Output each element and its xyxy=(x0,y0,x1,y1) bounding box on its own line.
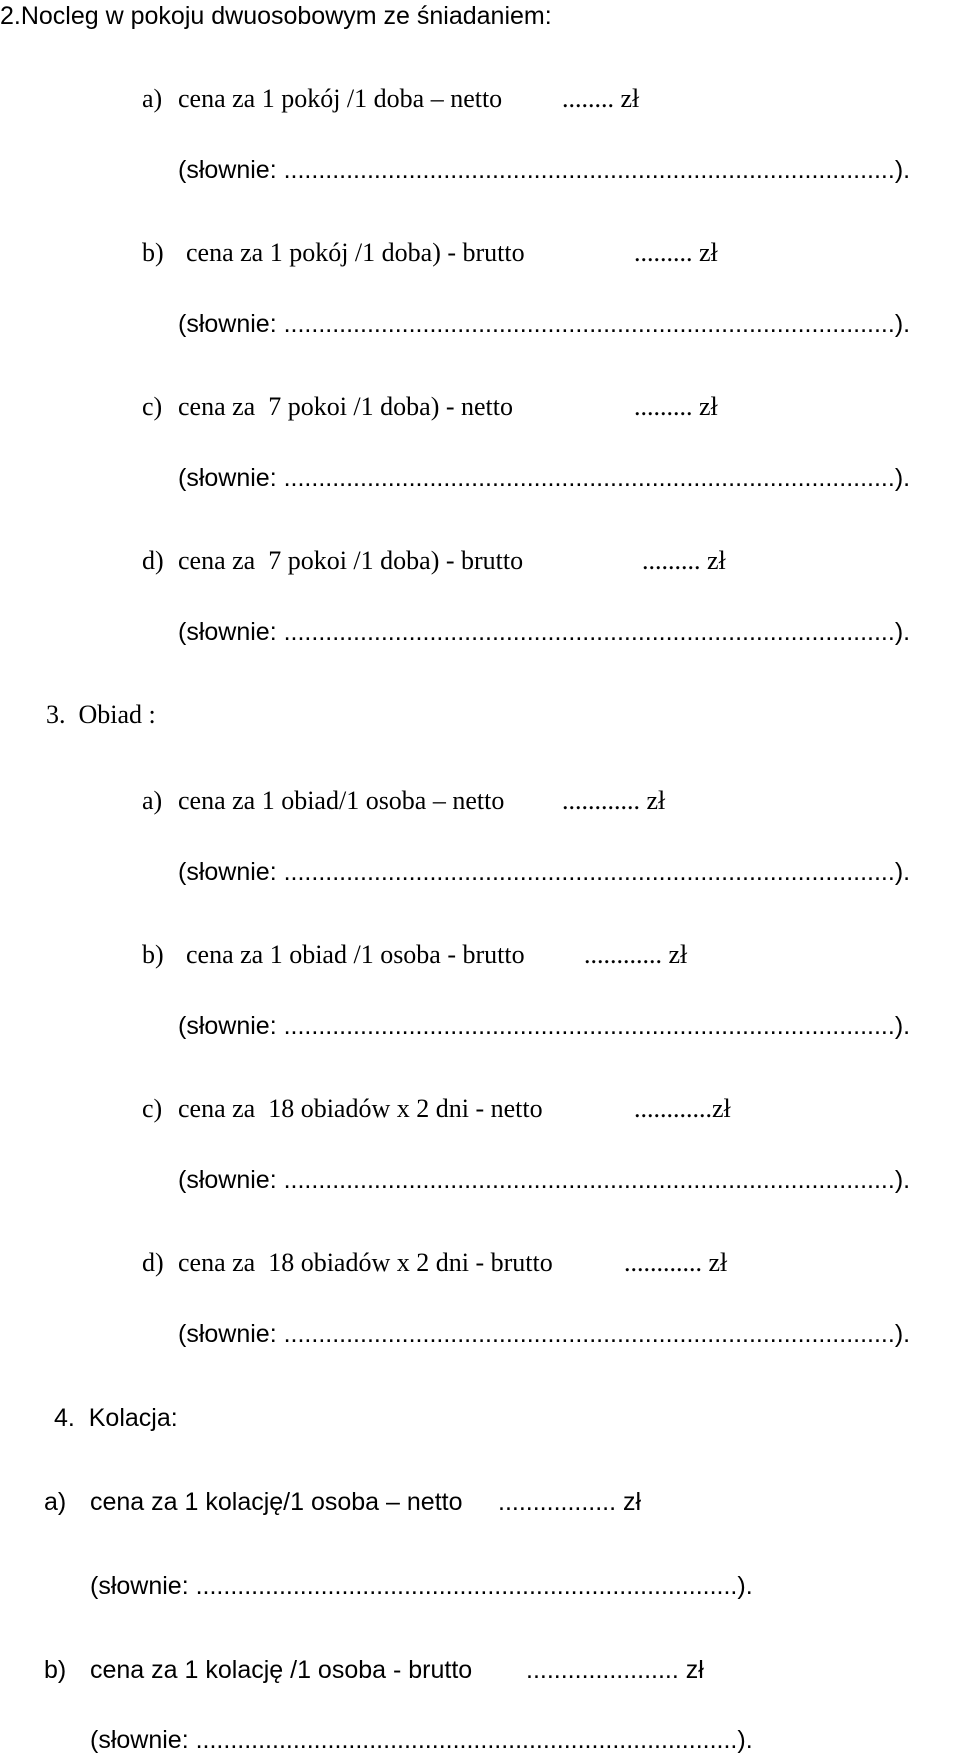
item-2d-marker: d) xyxy=(142,546,164,575)
item-2c-amount: ......... zł xyxy=(634,392,718,421)
item-3a-marker: a) xyxy=(142,786,163,815)
item-4a-marker: a) xyxy=(44,1488,67,1516)
item-2a-amount: ........ zł xyxy=(562,84,640,113)
item-4b-words: (słownie: ..............................................................................). xyxy=(90,1726,753,1754)
item-4a-label: cena za 1 kolację/1 osoba – netto xyxy=(90,1488,463,1516)
item-4a-amount: ................. zł xyxy=(498,1488,642,1516)
item-2b-marker: b) xyxy=(142,238,164,267)
item-3d-label: cena za 18 obiadów x 2 dni - brutto xyxy=(178,1248,553,1277)
section-4-heading: 4. Kolacja: xyxy=(54,1404,178,1432)
item-2d-words: (słownie: ........................................................................................). xyxy=(178,618,911,646)
item-4a-words: (słownie: ..............................................................................). xyxy=(90,1572,753,1600)
item-3c-amount: ............zł xyxy=(634,1094,731,1123)
item-3a-amount: ............ zł xyxy=(562,786,666,815)
item-4b-amount: ...................... zł xyxy=(526,1656,704,1684)
item-3d-amount: ............ zł xyxy=(624,1248,728,1277)
item-2a-words: (słownie: ........................................................................................). xyxy=(178,156,911,184)
item-3b-amount: ............ zł xyxy=(584,940,688,969)
item-3b-words: (słownie: ........................................................................................). xyxy=(178,1012,911,1040)
section-3-heading: 3. Obiad : xyxy=(46,700,156,729)
item-3c-words: (słownie: ........................................................................................). xyxy=(178,1166,911,1194)
section-2-heading: 2.Nocleg w pokoju dwuosobowym ze śniadaniem: xyxy=(0,2,552,30)
item-2c-words: (słownie: ........................................................................................). xyxy=(178,464,911,492)
item-2a-label: cena za 1 pokój /1 doba – netto xyxy=(178,84,503,113)
item-2a-marker: a) xyxy=(142,84,163,113)
item-2b-label: cena za 1 pokój /1 doba) - brutto xyxy=(186,238,525,267)
item-3a-words: (słownie: ........................................................................................). xyxy=(178,858,911,886)
item-4b-label: cena za 1 kolację /1 osoba - brutto xyxy=(90,1656,473,1684)
item-3d-words: (słownie: ........................................................................................). xyxy=(178,1320,911,1348)
item-2c-marker: c) xyxy=(142,392,163,421)
item-3b-label: cena za 1 obiad /1 osoba - brutto xyxy=(186,940,525,969)
item-3c-label: cena za 18 obiadów x 2 dni - netto xyxy=(178,1094,543,1123)
item-3c-marker: c) xyxy=(142,1094,163,1123)
item-2c-label: cena za 7 pokoi /1 doba) - netto xyxy=(178,392,513,421)
item-3b-marker: b) xyxy=(142,940,164,969)
item-2b-words: (słownie: ........................................................................................). xyxy=(178,310,911,338)
item-3a-label: cena za 1 obiad/1 osoba – netto xyxy=(178,786,505,815)
item-2d-label: cena za 7 pokoi /1 doba) - brutto xyxy=(178,546,524,575)
item-3d-marker: d) xyxy=(142,1248,164,1277)
item-4b-marker: b) xyxy=(44,1656,67,1684)
item-2b-amount: ......... zł xyxy=(634,238,718,267)
item-2d-amount: ......... zł xyxy=(642,546,726,575)
